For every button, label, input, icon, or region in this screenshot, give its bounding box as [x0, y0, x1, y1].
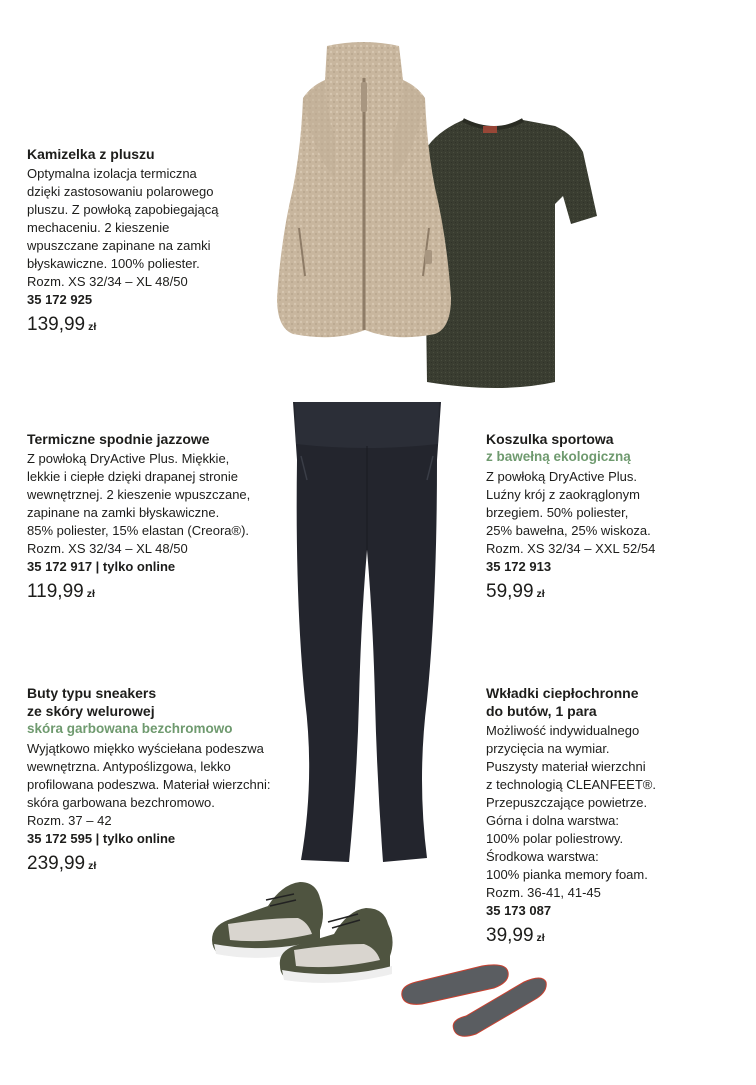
product-title: Termiczne spodnie jazzowe [27, 431, 210, 447]
product-code: 35 172 595 | tylko online [27, 831, 176, 846]
price-amount: 139,99 [27, 314, 86, 335]
product-price [486, 579, 655, 607]
price-amount: 39,99 [486, 925, 534, 946]
price-currency: zł [536, 588, 545, 600]
product-pants [27, 430, 250, 607]
product-description: Możliwość indywidualnego przycięcia na wymiar. Puszysty materiał wierzchni z technologią CLEANFEET®. Przepuszczające powietrze. Górna i dolna warstwa: 100% polar poliestrowy. Środkowa warstwa: 100% pianka memory foam. Rozm. 36-41, 41-45 [486, 723, 656, 900]
price-currency: zł [536, 932, 545, 944]
product-price [27, 851, 271, 879]
product-description: Optymalna izolacja termiczna dzięki zastosowaniu polarowego pluszu. Z powłoką zapobiegającą mechaceniu. 2 kieszenie wpuszczane zapinane na zamki błyskawiczne. 100% poliester. Rozm. XS 32/34 – XL 48/50 [27, 166, 219, 289]
price-currency: zł [88, 321, 97, 333]
sneakers-image [208, 878, 400, 984]
product-title: Kamizelka z pluszu [27, 146, 155, 162]
product-title: Koszulka sportowa [486, 431, 614, 447]
insoles-image [396, 962, 548, 1040]
product-shirt [486, 430, 655, 607]
product-code: 35 172 917 | tylko online [27, 559, 176, 574]
product-code: 35 172 913 [486, 559, 552, 574]
product-description: Wyjątkowo miękko wyściełana podeszwa wewnętrzna. Antypoślizgowa, lekko profilowana podeszwa. Materiał wierzchni: skóra garbowana bezchromowo. Rozm. 37 – 42 [27, 741, 271, 828]
product-description: Z powłoką DryActive Plus. Miękkie, lekkie i ciepłe dzięki drapanej stronie wewnętrznej. 2 kieszenie wpuszczane, zapinane na zamki błyskawiczne. 85% poliester, 15% elastan (Creora®). Rozm. XS 32/34 – XL 48/50 [27, 451, 251, 556]
price-amount: 119,99 [27, 581, 84, 602]
product-eco-tag: skóra garbowana bezchromowo [27, 721, 233, 736]
product-eco-tag: z bawełną ekologiczną [486, 449, 631, 464]
product-price [27, 312, 219, 340]
product-description: Z powłoką DryActive Plus. Luźny krój z zaokrąglonym brzegiem. 50% poliester, 25% bawełna, 25% wiskoza. Rozm. XS 32/34 – XXL 52/54 [486, 469, 656, 556]
vest-image [275, 38, 453, 344]
product-insoles [486, 684, 656, 951]
product-code: 35 173 087 [486, 903, 552, 918]
pants-image [287, 400, 447, 868]
product-sneakers [27, 684, 271, 879]
product-title: Wkładki ciepłochronne do butów, 1 para [486, 685, 639, 719]
price-amount: 239,99 [27, 853, 86, 874]
price-currency: zł [86, 588, 95, 600]
price-amount: 59,99 [486, 581, 534, 602]
product-title: Buty typu sneakers ze skóry welurowej [27, 685, 157, 719]
price-currency: zł [88, 860, 97, 872]
product-price [486, 923, 656, 951]
product-price [27, 579, 250, 607]
product-code: 35 172 925 [27, 292, 93, 307]
product-vest [27, 145, 219, 340]
